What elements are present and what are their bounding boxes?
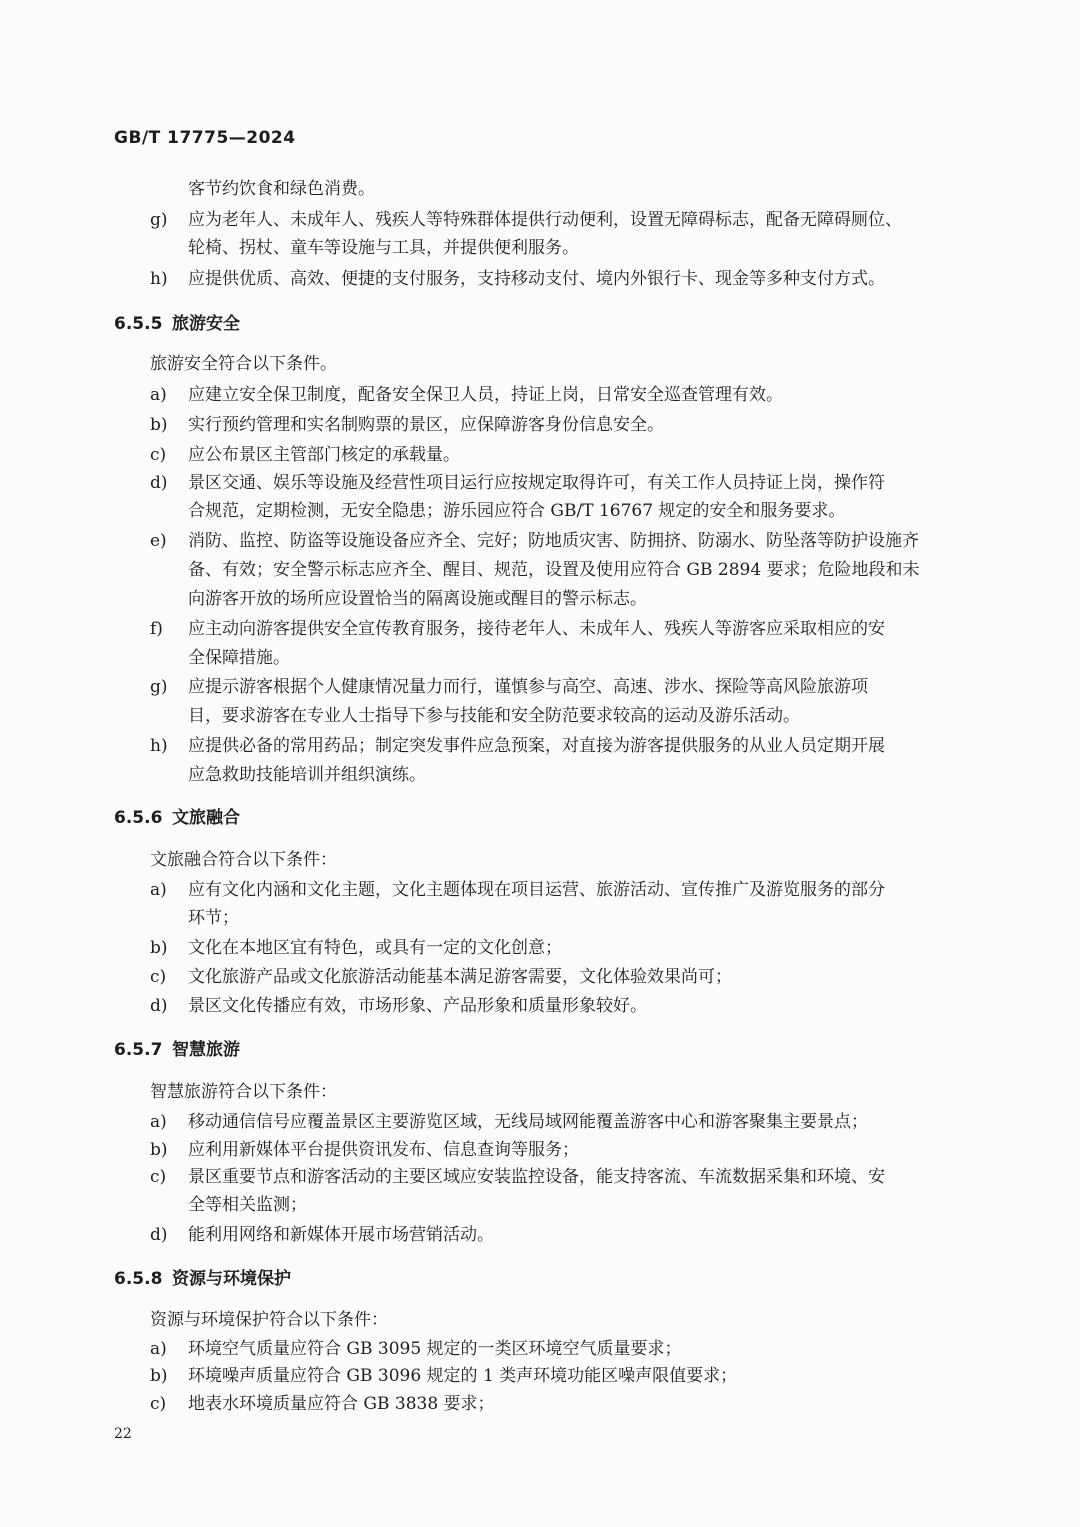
item-text: 环境空气质量应符合 GB 3095 规定的一类区环境空气质量要求； (188, 1339, 682, 1359)
item-text: 文化在本地区宜有特色，或具有一定的文化创意； (188, 938, 562, 958)
item-label: a) (150, 1112, 167, 1132)
item-text: 消防、监控、防盗等设施设备应齐全、完好；防地质灾害、防拥挤、防溺水、防坠落等防护设施齐 (188, 531, 919, 551)
item-label: d) (150, 1225, 168, 1245)
section-title: 文旅融合 (172, 808, 240, 828)
item-text: 合规范，定期检测，无安全隐患；游乐园应符合 GB/T 16767 规定的安全和服务要求。 (188, 501, 846, 521)
section-heading (114, 1038, 240, 1062)
section-intro: 资源与环境保护符合以下条件： (150, 1310, 388, 1330)
item-text: 应提供优质、高效、便捷的支付服务，支持移动支付、境内外银行卡、现金等多种支付方式。 (188, 269, 885, 289)
item-continuation: 客节约饮食和绿色消费。 (188, 179, 375, 199)
section-intro: 文旅融合符合以下条件： (150, 850, 337, 870)
section-title: 旅游安全 (172, 314, 240, 334)
item-label: c) (150, 967, 167, 987)
section-number: 6.5.7 (114, 1040, 163, 1060)
section-number: 6.5.5 (114, 314, 163, 334)
item-text: 应提示游客根据个人健康情况量力而行，谨慎参与高空、高速、涉水、探险等高风险旅游项 (188, 677, 868, 697)
item-text: 景区文化传播应有效，市场形象、产品形象和质量形象较好。 (188, 996, 647, 1016)
item-text: 备、有效；安全警示标志应齐全、醒目、规范，设置及使用应符合 GB 2894 要求；危险地段和未 (188, 560, 920, 580)
section-intro: 智慧旅游符合以下条件： (150, 1082, 337, 1102)
item-label: a) (150, 385, 167, 405)
item-label: c) (150, 445, 167, 465)
item-text: 能利用网络和新媒体开展市场营销活动。 (188, 1225, 494, 1245)
item-label: h) (150, 736, 168, 756)
item-label: b) (150, 938, 168, 958)
item-text: 应急救助技能培训并组织演练。 (188, 765, 426, 785)
item-text: 移动通信信号应覆盖景区主要游览区域，无线局域网能覆盖游客中心和游客聚集主要景点； (188, 1112, 868, 1132)
section-title: 智慧旅游 (172, 1040, 240, 1060)
item-label: h) (150, 269, 168, 289)
section-number: 6.5.8 (114, 1269, 163, 1289)
standard-code: GB/T 17775—2024 (114, 128, 296, 148)
item-text: 景区交通、娱乐等设施及经营性项目运行应按规定取得许可，有关工作人员持证上岗，操作符 (188, 473, 885, 493)
page-number: 22 (114, 1426, 132, 1442)
item-text: 全保障措施。 (188, 648, 290, 668)
item-text: 文化旅游产品或文化旅游活动能基本满足游客需要，文化体验效果尚可； (188, 967, 732, 987)
section-number: 6.5.6 (114, 808, 163, 828)
item-text: 全等相关监测； (188, 1195, 307, 1215)
item-text: 应利用新媒体平台提供资讯发布、信息查询等服务； (188, 1140, 579, 1160)
item-text: 应提供必备的常用药品；制定突发事件应急预案，对直接为游客提供服务的从业人员定期开展 (188, 736, 885, 756)
item-label: b) (150, 415, 168, 435)
item-label: g) (150, 210, 168, 230)
item-label: a) (150, 1339, 167, 1359)
item-text: 目，要求游客在专业人士指导下参与技能和安全防范要求较高的运动及游乐活动。 (188, 706, 800, 726)
item-label: f) (150, 619, 163, 639)
item-text: 景区重要节点和游客活动的主要区域应安装监控设备，能支持客流、车流数据采集和环境、安 (188, 1167, 885, 1187)
item-label: e) (150, 531, 167, 551)
item-text: 应公布景区主管部门核定的承载量。 (188, 445, 460, 465)
item-label: d) (150, 996, 168, 1016)
item-text: 实行预约管理和实名制购票的景区，应保障游客身份信息安全。 (188, 415, 664, 435)
item-text: 应建立安全保卫制度，配备安全保卫人员，持证上岗，日常安全巡查管理有效。 (188, 385, 783, 405)
section-heading (114, 312, 240, 336)
section-title: 资源与环境保护 (172, 1269, 291, 1289)
item-text: 向游客开放的场所应设置恰当的隔离设施或醒目的警示标志。 (188, 589, 647, 609)
item-text: 应主动向游客提供安全宣传教育服务，接待老年人、未成年人、残疾人等游客应采取相应的安 (188, 619, 885, 639)
item-label: c) (150, 1167, 167, 1187)
item-text: 环节； (188, 908, 239, 928)
section-intro: 旅游安全符合以下条件。 (150, 354, 337, 374)
section-heading (114, 806, 240, 830)
item-text: 应有文化内涵和文化主题，文化主题体现在项目运营、旅游活动、宣传推广及游览服务的部分 (188, 880, 885, 900)
item-label: g) (150, 677, 168, 697)
item-label: b) (150, 1366, 168, 1386)
item-label: c) (150, 1394, 167, 1414)
item-text: 应为老年人、未成年人、残疾人等特殊群体提供行动便利，设置无障碍标志，配备无障碍厕位、 (188, 210, 902, 230)
item-text: 地表水环境质量应符合 GB 3838 要求； (188, 1394, 495, 1414)
item-label: a) (150, 880, 167, 900)
item-text: 环境噪声质量应符合 GB 3096 规定的 1 类声环境功能区噪声限值要求； (188, 1366, 738, 1386)
item-label: d) (150, 473, 168, 493)
item-label: b) (150, 1140, 168, 1160)
item-text: 轮椅、拐杖、童车等设施与工具，并提供便利服务。 (188, 238, 579, 258)
section-heading (114, 1267, 291, 1291)
